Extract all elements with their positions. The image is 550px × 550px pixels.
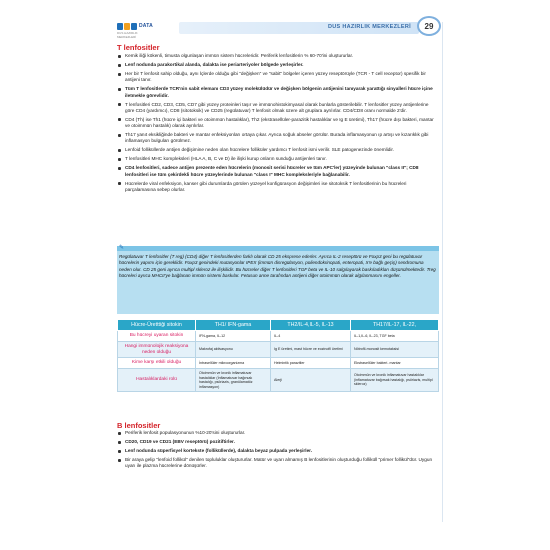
- table-row: [118, 331, 439, 342]
- t-lymphocytes-list: [117, 53, 437, 196]
- table-cell: IL-4: [271, 331, 351, 342]
- table-header-cell: TH1/ IFN-gama: [196, 320, 271, 331]
- logo-subtitle: DUS HAZIRLIK MERKEZLERİ: [117, 31, 138, 39]
- list-item: CD4 (Th) ise Th1 (hücre içi bakteri ve otoimmün hastalıklar), Th2 (ekstrasellüler-parazitik hastalıklar ve Ig E üretimi), Th17 (hücre dışı bakteri, mantar ve otoimmün hastalık) olarak ayrılırlar.: [117, 117, 437, 130]
- list-item: CD4 lenfositleri, sadece antijen prezente eden hücrelerin (monosit serisi hücreler ve tüm APC'ler) yüzeyinde bulunan "class II"; CD8 lenfositleri ise tüm çekirdekli hücre yüzeylerinde bulunan "class I" MHC kompleksleriyle bağlanabilir.: [117, 165, 437, 178]
- table-cell: Ekstrasellüler bakteri- mantar: [351, 358, 439, 369]
- treg-callout-box: [117, 246, 439, 314]
- page-header: [117, 18, 437, 40]
- table-cell: IFN-gama, IL-12: [196, 331, 271, 342]
- th-subsets-table: [117, 319, 439, 392]
- table-header-cell: Hücre-Üretttiği sitokin: [118, 320, 196, 331]
- list-item: Kemik iliği kökenli, timusta olgunlaşan immün sistem hücreleridir. Periferik lenfositlerin % 60-70'ini oluştururlar.: [117, 53, 437, 59]
- list-item: Hücrelerde viral enfeksiyon, kanser gibi durumlarda görülen yüzeyel konfigürasyon değişimleri ise sitotoksik T lenfositlerinin bu hücreleri parçalamasına sebep olurlar.: [117, 181, 437, 194]
- list-item: Periferik lenfosit populasyonunun %10-20'sini oluştururlar.: [117, 430, 437, 436]
- margin-rule: [442, 22, 443, 522]
- list-item: Th17 yanıt eksikliğinde bakteri ve mantar enfeksiyonları ortaya çıkar. Ayrıca soğuk abseler görülür. Burada inflamasyonun ıp artışı ve kızarıklık gibi inflamasyon bulguları görülmez.: [117, 132, 437, 145]
- table-row: [118, 341, 439, 358]
- table-header-cell: TH17/IL-17, IL-22,: [351, 320, 439, 331]
- list-item: Her bir T lenfosit sahip olduğu, aynı İçlerde olduğu gibi "değişken" ve "sabit" bölgeler içeren yüzey reseptörüyle (TCR - T cell receptor) spesifik bir antijeni tanır.: [117, 71, 437, 84]
- row-label: Bu hücreyi uyaran sitokin: [118, 331, 196, 342]
- t-lymphocytes-heading: T lenfositler: [117, 43, 160, 52]
- b-lymphocytes-heading: B lenfositler: [117, 421, 161, 430]
- pencil-icon: ✎: [119, 245, 125, 251]
- table-header-row: [118, 320, 439, 331]
- page-number: 29: [417, 16, 441, 36]
- list-item: Bir araya gelip "lenfoid follikül" denilen topluluklar oluştururlar. Matür ve uyarı almamış B lenfositlerinin oluşturduğu folliküll "primer follikül"dür. Uygun uyarı ile plazma hücrelerine dönüşürler.: [117, 457, 437, 470]
- callout-bar: [117, 246, 439, 251]
- table-header-cell: TH2/IL-4,IL-5, IL-13: [271, 320, 351, 331]
- table-cell: IL-1,IL-6, IL-23, TGF beta: [351, 331, 439, 342]
- row-label: Hangi immünolojik reaksiyona neden olduğu: [118, 341, 196, 358]
- list-item: Lenfoid folliküllerde antijen değişimine neden olan hücrelere folliküler yardımcı T lenfosit ismi verilir. SLE patogenezinde önemlidir.: [117, 147, 437, 153]
- header-band: [179, 22, 419, 34]
- table-cell: Helmintik parazitler: [271, 358, 351, 369]
- row-label: Hastalıklardaki rolü: [118, 369, 196, 392]
- list-item: T lenfositleri CD2, CD3, CD5, CD7 gibi yüzey proteinleri taşır ve immünohistokimyasal olarak bunlarla gösterilebilir. T lenfositler yüzey antijenlerine göre CD4 (yardımcı), CD8 (sitotoksik) ve CD25 (regülatuvar) T lenfosit olmak üzere alt gruplara ayrılırlar. CD4/CD8 oranı normalde 2'dir.: [117, 102, 437, 115]
- table-cell: Alerji: [271, 369, 351, 392]
- list-item: Lenf nodunda parakortikal alanda, dalakta ise periarteriyoler bölgede yerleşirler.: [117, 62, 437, 68]
- table-cell: Makrofaj aktivasyonu: [196, 341, 271, 358]
- table-cell: Otoimmün ve kronik inflamatuvar hastalıklar (inflamatuvar bağırsak hastalığı, psöriazis, multipl skleroz): [351, 369, 439, 392]
- list-item: Tüm T lenfositlerde TCR'nin sabit elemanı CD3 yüzey molekülüdür ve değişken bölgenin antijenini tanıyarak yarattığı sinyalleri hücre içine iletmekle görevlidir.: [117, 86, 437, 99]
- table-row: [118, 358, 439, 369]
- table-cell: İntrasellüler mikroorganizma: [196, 358, 271, 369]
- logo-mark-icon: [117, 23, 137, 30]
- header-title: DUS HAZIRLIK MERKEZLERİ: [328, 24, 411, 30]
- b-lymphocytes-list: [117, 430, 437, 472]
- list-item: CD20, CD19 ve CD21 (EBV reseptörü) pozitiftirler.: [117, 439, 437, 445]
- table-row: [118, 369, 439, 392]
- table-cell: Ig E üretimi, mast hücre ve eozinofil üretimi: [271, 341, 351, 358]
- row-label: Kime karşı etkili olduğu: [118, 358, 196, 369]
- table-cell: Otoimmün ve kronik inflamatuvar hastalıklar (İnflamatuvar bağırsak hastalığı, psöriazis, granülamatöz inflamasyon): [196, 369, 271, 392]
- logo-text: DATA: [139, 23, 153, 29]
- table-cell: Nötrofil-monosit kemotaksisi: [351, 341, 439, 358]
- list-item: T lenfositleri MHC kompleksleri (HLA A, B, C ve D) ile ilişki kurup onların sunduğu antijenleri tanır.: [117, 156, 437, 162]
- list-item: Lenf nodunda süperfisyel kortekste (folliküllerde), dalakta beyaz pulpada yerleşirler.: [117, 448, 437, 454]
- callout-text: Regülatuvar T lenfositler (T reg) (CD4) diğer T lenfositlerden farklı olarak CD 25 eksprese ederler. Ayrıca IL-2 reseptörü ve Foxp3 geni bu regülatuvar hücrelerin yapımı için gereklidir. Foxp3 genindeki mutasyonlar IPEX (immün disregülasyon, poliendokrinopati, enteropati, X'e bağlı geçiş) sendromuna neden olur. CD 25 geni ayrıca multipl skleroz ile ilişkilidir. Bu hücreler diğer T lenfositleri TGF beta ve IL-10 salgılayarak baskıladıkları düşünülmektedir. Treg hücreleri ayrıca MHCII'ye bağlanan immün sistemi baskılar. Fetusun anne tarafından antijeni diğer otoimmün olarak algılanmasını engeller.: [119, 254, 436, 278]
